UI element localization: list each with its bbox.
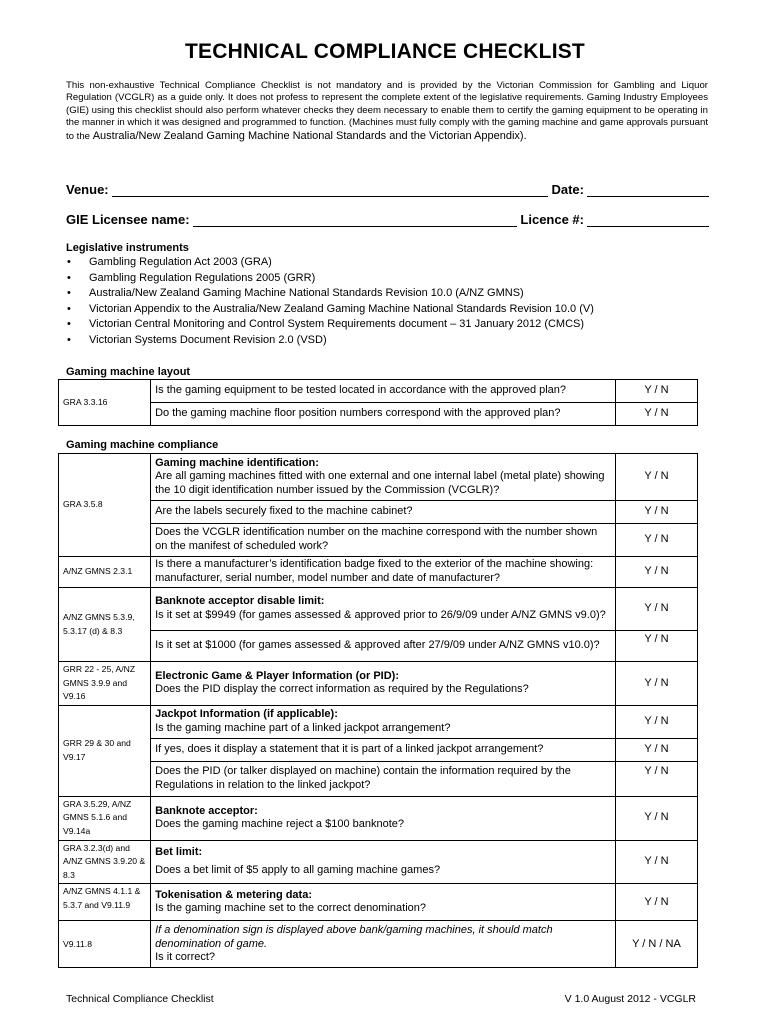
- yn-cell[interactable]: Y / N: [615, 884, 697, 921]
- table-row: [59, 840, 698, 884]
- question-cell: [151, 588, 616, 631]
- question-title: Bet limit:: [155, 845, 203, 858]
- question-cell: Is it set at $1000 (for games assessed & approved after 27/9/09 under A/NZ GMNS v10.0)?: [151, 631, 616, 662]
- question-cell: Are the labels securely fixed to the machine cabinet?: [151, 501, 616, 524]
- question-text: Is it correct?: [155, 951, 216, 964]
- table-row: [59, 501, 698, 524]
- yn-cell[interactable]: Y / N: [615, 796, 697, 840]
- yn-cell[interactable]: Y / N: [615, 380, 697, 403]
- question-text: Does the gaming machine reject a $100 banknote?: [155, 818, 405, 831]
- table-row: [59, 631, 698, 662]
- yn-cell[interactable]: Y / N: [615, 557, 697, 588]
- table-row: [59, 884, 698, 921]
- question-cell: [151, 921, 616, 968]
- ref-cell: GRA 3.5.29, A/NZ GMNS 5.1.6 and V9.14a: [59, 796, 151, 840]
- question-title: Electronic Game & Player Information (or PID):: [155, 669, 400, 682]
- licence-line[interactable]: [587, 214, 709, 227]
- question-cell: [151, 884, 616, 921]
- intro-paragraph: [66, 80, 708, 143]
- list-item: • Victorian Systems Document Revision 2.0 (VSD): [66, 333, 706, 349]
- table-row: [59, 761, 698, 796]
- list-item: • Gambling Regulation Regulations 2005 (GRR): [66, 271, 706, 287]
- table-row: [59, 557, 698, 588]
- list-item: • Australia/New Zealand Gaming Machine National Standards Revision 10.0 (A/NZ GMNS): [66, 286, 706, 302]
- question-text: Is it set at $9949 (for games assessed & approved prior to 26/9/09 under A/NZ GMNS v9.0)?: [155, 609, 606, 621]
- question-note: If a denomination sign is displayed above bank/gaming machines, it should match denomination of game.: [155, 923, 553, 950]
- question-cell: Does the VCGLR identification number on the machine correspond with the number shown on the manifest of scheduled work?: [151, 524, 616, 557]
- intro-tail: Australia/New Zealand Gaming Machine National Standards and the Victorian Appendix).: [92, 129, 527, 142]
- table-row: [59, 921, 698, 968]
- table-row: [59, 454, 698, 501]
- question-title: Banknote acceptor:: [155, 804, 258, 817]
- list-item: • Gambling Regulation Act 2003 (GRA): [66, 255, 706, 271]
- question-cell: [151, 662, 616, 706]
- question-cell: [151, 840, 616, 884]
- table-row: [59, 705, 698, 738]
- list-item: • Victorian Central Monitoring and Control System Requirements document – 31 January 2012 (CMCS): [66, 317, 706, 333]
- yn-cell[interactable]: Y / N: [615, 662, 697, 706]
- question-cell: [151, 796, 616, 840]
- question-text: Does the PID display the correct information as required by the Regulations?: [155, 683, 529, 696]
- date-label: Date:: [551, 182, 584, 197]
- yn-cell[interactable]: Y / N / NA: [615, 921, 697, 968]
- question-cell: If yes, does it display a statement that it is part of a linked jackpot arrangement?: [151, 738, 616, 761]
- ref-cell: GRR 22 - 25, A/NZ GMNS 3.9.9 and V9.16: [59, 662, 151, 706]
- page-title: TECHNICAL COMPLIANCE CHECKLIST: [185, 40, 585, 63]
- compliance-table: [58, 453, 698, 968]
- legislative-heading: Legislative instruments: [66, 242, 189, 254]
- question-cell: [151, 454, 616, 501]
- licensee-row: [66, 212, 712, 227]
- question-text: Are all gaming machines fitted with one external and one internal label (metal plate) showing the 10 digit identification number issued by the Commission (VCGLR)?: [155, 470, 605, 496]
- venue-line[interactable]: [112, 184, 549, 197]
- licence-label: Licence #:: [520, 212, 584, 227]
- yn-cell[interactable]: Y / N: [615, 738, 697, 761]
- yn-cell[interactable]: Y / N: [615, 454, 697, 501]
- ref-cell: GRA 3.5.8: [59, 454, 151, 557]
- question-text: Is the gaming machine set to the correct denomination?: [155, 902, 426, 915]
- ref-cell: GRA 3.3.16: [59, 380, 151, 426]
- date-line[interactable]: [587, 184, 709, 197]
- compliance-section-heading: Gaming machine compliance: [66, 439, 219, 451]
- yn-cell[interactable]: Y / N: [615, 631, 697, 662]
- ref-cell: A/NZ GMNS 4.1.1 & 5.3.7 and V9.11.9: [59, 884, 151, 921]
- yn-cell[interactable]: Y / N: [615, 588, 697, 631]
- ref-cell: A/NZ GMNS 2.3.1: [59, 557, 151, 588]
- footer-left: Technical Compliance Checklist: [66, 993, 214, 1005]
- layout-section-heading: Gaming machine layout: [66, 366, 191, 378]
- footer-right: V 1.0 August 2012 - VCGLR: [564, 993, 696, 1005]
- table-row: [59, 380, 698, 403]
- layout-table: [58, 379, 698, 426]
- ref-cell: GRA 3.2.3(d) and A/NZ GMNS 3.9.20 & 8.3: [59, 840, 151, 884]
- table-row: [59, 588, 698, 631]
- question-text: Is the gaming machine part of a linked jackpot arrangement?: [155, 721, 451, 734]
- question-cell: Do the gaming machine floor position numbers correspond with the approved plan?: [151, 403, 616, 426]
- table-row: [59, 524, 698, 557]
- intro-body: This non-exhaustive Technical Compliance Checklist is not mandatory and is provided by the Victorian Commission for Gambling and Liquor Regulation (VCGLR) as a guide only. It does not profess to represent the complete extent of the legislative requirements. Gaming Industry Employees (GIE) using this checklist should also perform whatever checks they deem necessary to enable them to certify the gaming equipment to be operating in the manner in which it was designed and programmed to function. (Machines must fully comply with the gaming machine and game approvals pursuant to the: [66, 80, 708, 142]
- yn-cell[interactable]: Y / N: [615, 501, 697, 524]
- question-cell: [151, 705, 616, 738]
- question-cell: Is the gaming equipment to be tested located in accordance with the approved plan?: [151, 380, 616, 403]
- question-title: Jackpot Information (if applicable):: [155, 708, 338, 721]
- legislative-list: [66, 255, 706, 348]
- gie-licensee-label: GIE Licensee name:: [66, 212, 190, 227]
- yn-cell[interactable]: Y / N: [615, 403, 697, 426]
- venue-date-row: [66, 182, 712, 197]
- gie-licensee-line[interactable]: [193, 214, 518, 227]
- question-cell: Is there a manufacturer’s identification badge fixed to the exterior of the machine showing: manufacturer, serial number, model number and date of manufacturer?: [151, 557, 616, 588]
- ref-cell: A/NZ GMNS 5.3.9, 5.3.17 (d) & 8.3: [59, 588, 151, 662]
- list-item: • Victorian Appendix to the Australia/New Zealand Gaming Machine National Standards Revision 10.0 (V): [66, 302, 706, 318]
- yn-cell[interactable]: Y / N: [615, 840, 697, 884]
- legislative-instruments: [66, 242, 706, 348]
- yn-cell[interactable]: Y / N: [615, 524, 697, 557]
- question-cell: Does the PID (or talker displayed on machine) contain the information required by the Regulations in relation to the linked jackpot?: [151, 761, 616, 796]
- question-title: Banknote acceptor disable limit:: [155, 595, 325, 608]
- table-row: [59, 403, 698, 426]
- question-title: Tokenisation & metering data:: [155, 888, 312, 901]
- table-row: [59, 796, 698, 840]
- yn-cell[interactable]: Y / N: [615, 705, 697, 738]
- table-row: [59, 662, 698, 706]
- question-title: Gaming machine identification:: [155, 456, 319, 469]
- table-row: [59, 738, 698, 761]
- ref-cell: V9.11.8: [59, 921, 151, 968]
- question-text: Does a bet limit of $5 apply to all gaming machine games?: [155, 864, 441, 877]
- ref-cell: GRR 29 & 30 and V9.17: [59, 705, 151, 796]
- venue-label: Venue:: [66, 182, 109, 197]
- yn-cell[interactable]: Y / N: [615, 761, 697, 796]
